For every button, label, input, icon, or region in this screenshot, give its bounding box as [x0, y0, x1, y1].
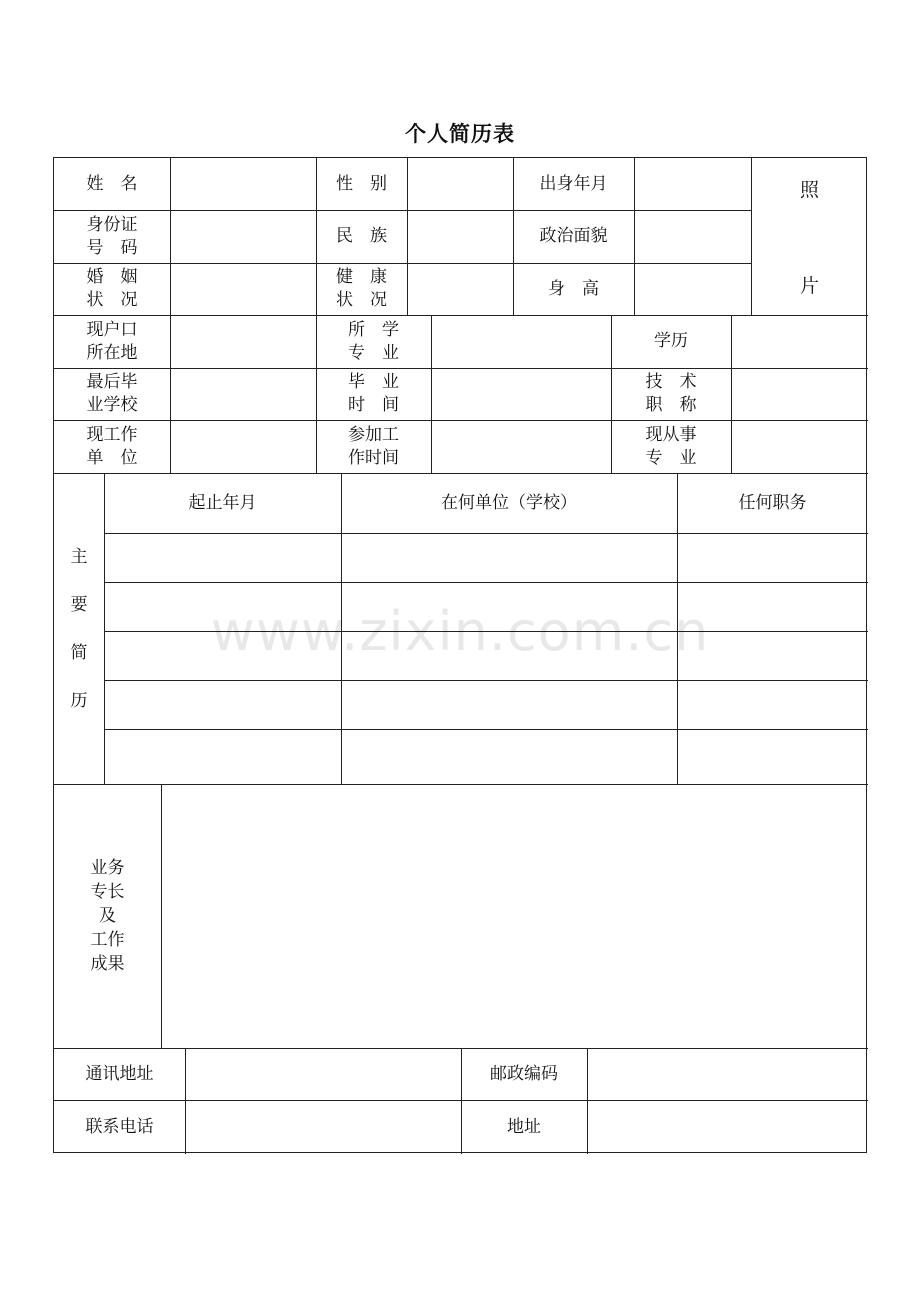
resume-row[interactable]: [104, 631, 868, 680]
label-school: 最后毕 业学校: [86, 372, 138, 415]
school-field[interactable]: [170, 368, 316, 420]
label-health: 健 康 状 况: [336, 267, 387, 310]
name-field[interactable]: [170, 158, 316, 210]
address2-field[interactable]: [587, 1100, 868, 1154]
address-field[interactable]: [185, 1048, 461, 1100]
form-title: 个人简历表: [405, 121, 515, 146]
resume-row[interactable]: [104, 680, 868, 729]
marital-field[interactable]: [170, 263, 316, 315]
photo-label-bottom: 片: [799, 274, 819, 297]
resume-row[interactable]: [104, 582, 868, 631]
label-birth: 出身年月: [539, 173, 608, 194]
label-name: 姓 名: [86, 173, 138, 194]
label-address: 通讯地址: [85, 1063, 154, 1084]
label-current-field: 现从事 专 业: [645, 424, 697, 468]
expertise-field[interactable]: [161, 784, 868, 1048]
education-field[interactable]: [731, 315, 868, 368]
resume-side-label-cell: [54, 473, 104, 784]
politics-field[interactable]: [634, 210, 751, 263]
label-ethnicity: 民 族: [336, 226, 387, 246]
health-field[interactable]: [407, 263, 513, 315]
expertise-label-cell: [54, 784, 161, 1048]
phone-field[interactable]: [185, 1100, 461, 1154]
current-field-field[interactable]: [731, 420, 868, 473]
col-position-header: 任何职务: [738, 492, 807, 513]
work-unit-field[interactable]: [170, 420, 316, 473]
label-postcode: 邮政编码: [490, 1063, 558, 1084]
resume-side-label: 主要简历: [70, 546, 88, 711]
col-unit-header: 在何单位（学校）: [441, 492, 577, 513]
label-height: 身 高: [548, 278, 599, 299]
id-card-field[interactable]: [170, 210, 316, 263]
birth-field[interactable]: [634, 158, 751, 210]
resume-row[interactable]: [104, 729, 868, 784]
major-field[interactable]: [431, 315, 611, 368]
gender-field[interactable]: [407, 158, 513, 210]
resume-row[interactable]: [104, 533, 868, 582]
label-marital: 婚 姻 状 况: [86, 267, 138, 310]
label-tech-title: 技 术 职 称: [645, 372, 697, 415]
grad-time-field[interactable]: [431, 368, 611, 420]
label-phone: 联系电话: [85, 1116, 154, 1137]
label-address2: 地址: [507, 1116, 541, 1137]
label-education: 学历: [654, 331, 688, 351]
resume-form-table: [53, 157, 867, 1153]
expertise-label: 业务 专长 及 工作 成果: [90, 858, 125, 974]
col-period-header: 起止年月: [188, 492, 257, 513]
ethnicity-field[interactable]: [407, 210, 513, 263]
work-start-field[interactable]: [431, 420, 611, 473]
label-gender: 性 别: [336, 173, 387, 194]
label-work-unit: 现工作 单 位: [86, 424, 138, 468]
photo-label-top: 照: [799, 178, 819, 201]
label-id-card: 身份证 号 码: [86, 214, 138, 258]
watermark: www.zixin.com.cn: [210, 600, 710, 663]
height-field[interactable]: [634, 263, 751, 315]
label-major: 所 学 专 业: [348, 319, 399, 363]
postcode-field[interactable]: [587, 1048, 868, 1100]
label-grad-time: 毕 业 时 间: [348, 372, 399, 415]
label-politics: 政治面貌: [539, 226, 608, 246]
hukou-field[interactable]: [170, 315, 316, 368]
tech-title-field[interactable]: [731, 368, 868, 420]
label-hukou: 现户口 所在地: [86, 319, 138, 363]
label-work-start: 参加工 作时间: [348, 424, 399, 468]
